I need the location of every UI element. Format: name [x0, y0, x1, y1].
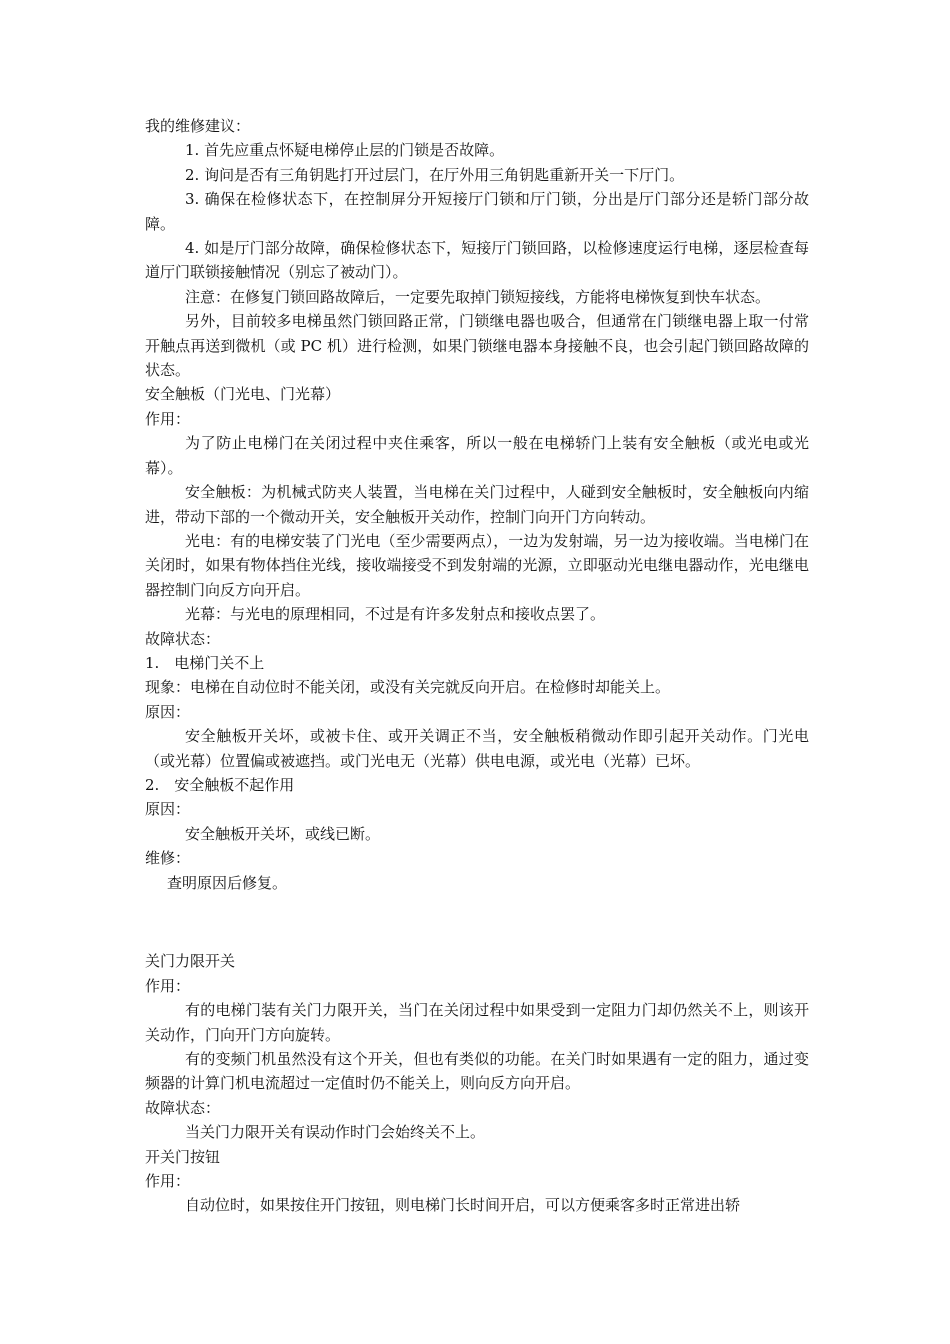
paragraph: 2. 询问是否有三角钥匙打开过层门，在厅外用三角钥匙重新开关一下厅门。: [185, 165, 685, 184]
heading-line: 故障状态：: [145, 1098, 221, 1117]
paragraph: 安全触板：为机械式防夹人装置，当电梯在关门过程中，人碰到安全触板时，安全触板向内缩进，带动下部的一个微动开关，安全触板开关动作，控制门向开门方向转动。: [145, 483, 809, 526]
blank-line: [145, 910, 809, 934]
paragraph: 光电：有的电梯安装了门光电（至少需要两点），一边为发射端，另一边为接收端。当电梯门在关闭时，如果有物体挡住光线，接收端接受不到发射端的光源，立即驱动光电继电器动作，光电继电器控制门向反方向开启。: [145, 531, 809, 599]
heading-line: 我的维修建议：: [145, 117, 251, 135]
heading-line: 1. 电梯门关不上: [145, 653, 265, 672]
heading-line: 故障状态：: [145, 629, 221, 648]
document-page: [145, 114, 809, 1218]
paragraph: 光幕：与光电的原理相同，不过是有许多发射点和接收点罢了。: [185, 605, 606, 624]
heading-line: 作用：: [145, 976, 191, 995]
heading-line: 作用：: [145, 409, 191, 428]
heading-line: 原因：: [145, 800, 191, 819]
paragraph: 安全触板开关坏，或被卡住、或开关调正不当，安全触板稍微动作即引起开关动作。门光电（或光幕）位置偏或被遮挡。或门光电无（光幕）供电电源，或光电（光幕）已坏。: [145, 727, 809, 770]
heading-line: 安全触板（门光电、门光幕）: [145, 385, 341, 404]
heading-line: 2. 安全触板不起作用: [145, 775, 295, 794]
heading-line: 开关门按钮: [145, 1147, 221, 1166]
paragraph: 注意：在修复门锁回路故障后，一定要先取掉门锁短接线，方能将电梯恢复到快车状态。: [185, 287, 771, 306]
paragraph: 另外，目前较多电梯虽然门锁回路正常，门锁继电器也吸合，但通常在门锁继电器上取一付常开触点再送到微机（或 PC 机）进行检测，如果门锁继电器本身接触不良，也会引起门锁回路故障的状态。: [145, 312, 809, 380]
paragraph: 3. 确保在检修状态下，在控制屏分开短接厅门锁和厅门锁，分出是厅门部分还是轿门部分故障。: [145, 190, 809, 233]
heading-line: 维修：: [145, 849, 191, 868]
paragraph: 自动位时，如果按住开门按钮，则电梯门长时间开启，可以方便乘客多时正常进出轿: [185, 1196, 741, 1215]
paragraph: 安全触板开关坏，或线已断。: [185, 824, 381, 843]
paragraph: 查明原因后修复。: [167, 873, 288, 892]
heading-line: 现象：电梯在自动位时不能关闭，或没有关完就反向开启。在检修时却能关上。: [145, 678, 671, 697]
heading-line: 原因：: [145, 702, 191, 721]
paragraph: 有的电梯门装有关门力限开关，当门在关闭过程中如果受到一定阻力门却仍然关不上，则该开关动作，门向开门方向旋转。: [145, 1001, 809, 1044]
paragraph: 1. 首先应重点怀疑电梯停止层的门锁是否故障。: [185, 141, 505, 160]
heading-line: 关门力限开关: [145, 952, 236, 971]
paragraph: 4. 如是厅门部分故障，确保检修状态下，短接厅门锁回路，以检修速度运行电梯，逐层检查每道厅门联锁接触情况（别忘了被动门）。: [145, 239, 809, 282]
paragraph: 有的变频门机虽然没有这个开关，但也有类似的功能。在关门时如果遇有一定的阻力，通过变频器的计算门机电流超过一定值时仍不能关上，则向反方向开启。: [145, 1050, 809, 1093]
paragraph: 为了防止电梯门在关闭过程中夹住乘客，所以一般在电梯轿门上装有安全触板（或光电或光幕）。: [145, 434, 809, 477]
paragraph: 当关门力限开关有误动作时门会始终关不上。: [185, 1123, 486, 1142]
heading-line: 作用：: [145, 1172, 191, 1191]
